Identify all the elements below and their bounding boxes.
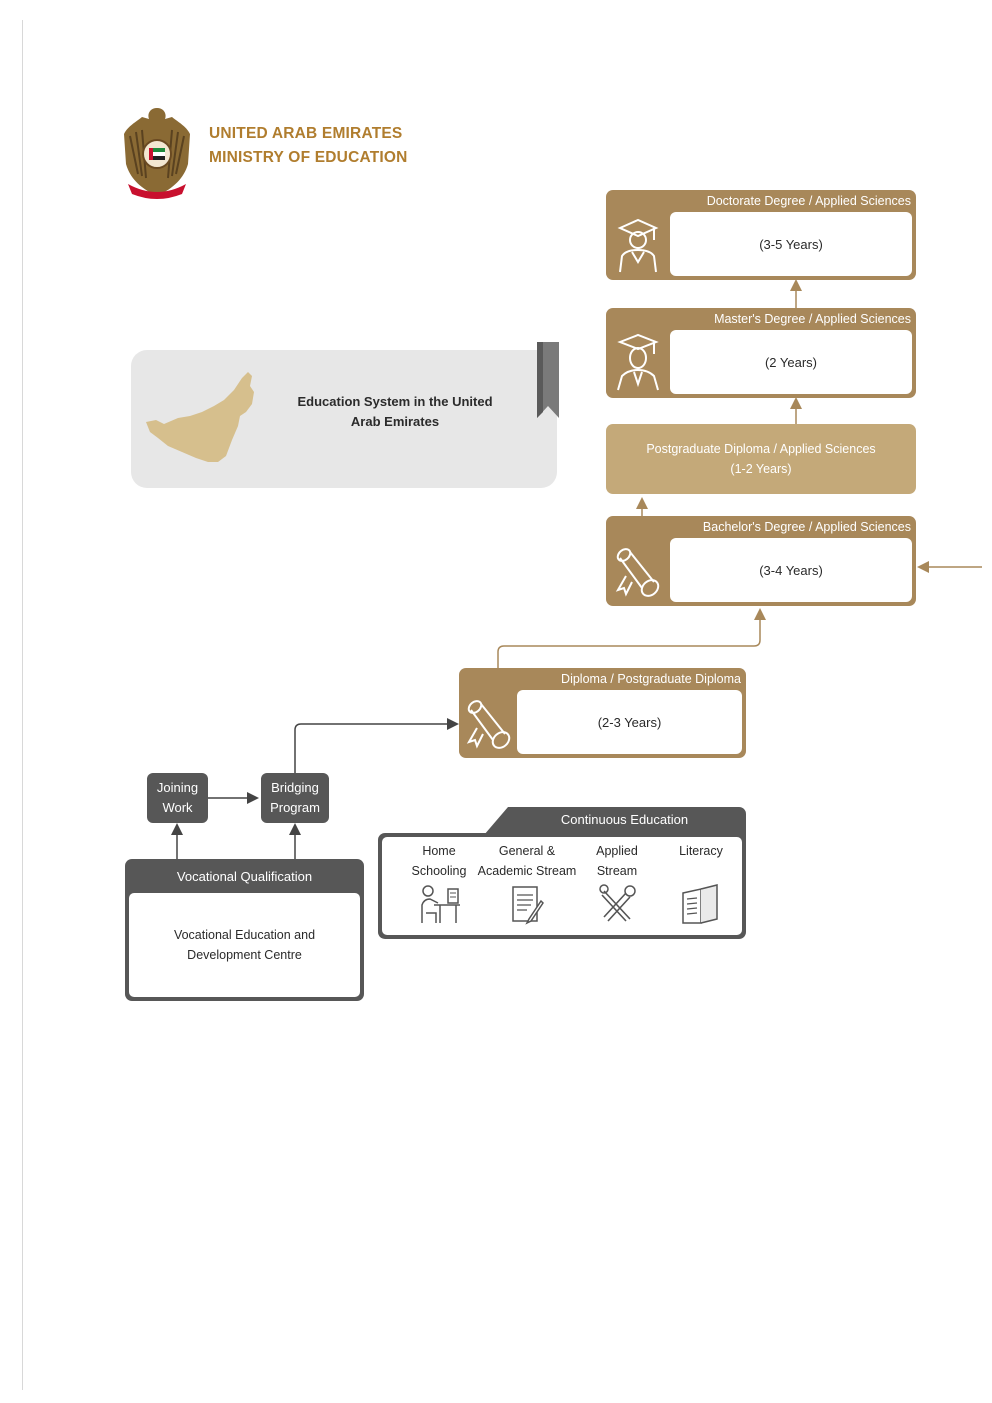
ce-item-label-1: Applied: [596, 844, 638, 858]
title-line-2: Arab Emirates: [350, 414, 440, 429]
bachelors-title: Bachelor's Degree / Applied Sciences: [702, 520, 911, 534]
continuous-education-title: Continuous Education: [503, 807, 746, 833]
masters-title: Master's Degree / Applied Sciences: [714, 312, 911, 326]
bridging-line-2: Program: [270, 800, 320, 815]
continuous-education-body: [378, 833, 746, 939]
ministry-line-1: UNITED ARAB EMIRATES: [209, 125, 403, 142]
ce-item-label-1: General &: [498, 844, 556, 858]
ce-item-general-academic: [474, 841, 580, 925]
ministry-line-2: MINISTRY OF EDUCATION: [209, 149, 408, 166]
diploma-duration: (2-3 Years): [517, 690, 742, 754]
doctorate-node: [606, 190, 916, 280]
student-desk-icon: [416, 883, 462, 925]
bridging-line-1: Bridging: [271, 780, 319, 795]
graduate-icon: [614, 216, 662, 274]
ce-item-label-2: Stream: [596, 864, 638, 878]
doctorate-title: Doctorate Degree / Applied Sciences: [706, 194, 911, 208]
postgraduate-duration: (1-2 Years): [730, 462, 792, 476]
bridging-program-node: [261, 773, 329, 823]
ce-item-label-1: Home: [422, 844, 456, 858]
ce-item-label-1: Literacy: [679, 844, 723, 858]
joining-work-line-2: Work: [162, 800, 193, 815]
bachelors-duration: (3-4 Years): [670, 538, 912, 602]
diploma-scroll-icon: [463, 698, 515, 752]
vocational-title: Vocational Qualification: [176, 869, 313, 884]
postgraduate-title: Postgraduate Diploma / Applied Sciences: [646, 442, 876, 456]
vocational-qualification-node: [125, 859, 364, 1001]
diploma-scroll-icon: [612, 546, 664, 600]
vocational-line-2: Development Centre: [187, 948, 302, 962]
ce-item-literacy: [664, 841, 738, 925]
ce-item-label-2: Schooling: [411, 864, 467, 878]
postgraduate-diploma-node: [606, 424, 916, 494]
masters-node: [606, 308, 916, 398]
ce-item-applied-stream: [582, 841, 652, 925]
bachelors-node: [606, 516, 916, 606]
diploma-node: [459, 668, 746, 758]
title-line-1: Education System in the United: [297, 394, 493, 409]
book-icon: [679, 883, 723, 925]
graduate-icon: [614, 332, 662, 392]
masters-duration: (2 Years): [670, 330, 912, 394]
continuous-education-inner: [382, 837, 742, 935]
joining-work-line-1: Joining: [156, 780, 199, 795]
vocational-line-1: Vocational Education and: [173, 928, 316, 942]
ce-item-label-2: Academic Stream: [477, 864, 577, 878]
vocational-body: [129, 893, 360, 997]
tools-icon: [596, 883, 638, 925]
continuous-education-node: [378, 807, 746, 939]
arrow-bridging-to-diploma: [295, 724, 456, 775]
joining-work-node: [147, 773, 208, 823]
ce-item-home-schooling: [406, 841, 472, 925]
document-pen-icon: [507, 883, 547, 925]
diploma-title: Diploma / Postgraduate Diploma: [561, 672, 741, 686]
doctorate-duration: (3-5 Years): [670, 212, 912, 276]
